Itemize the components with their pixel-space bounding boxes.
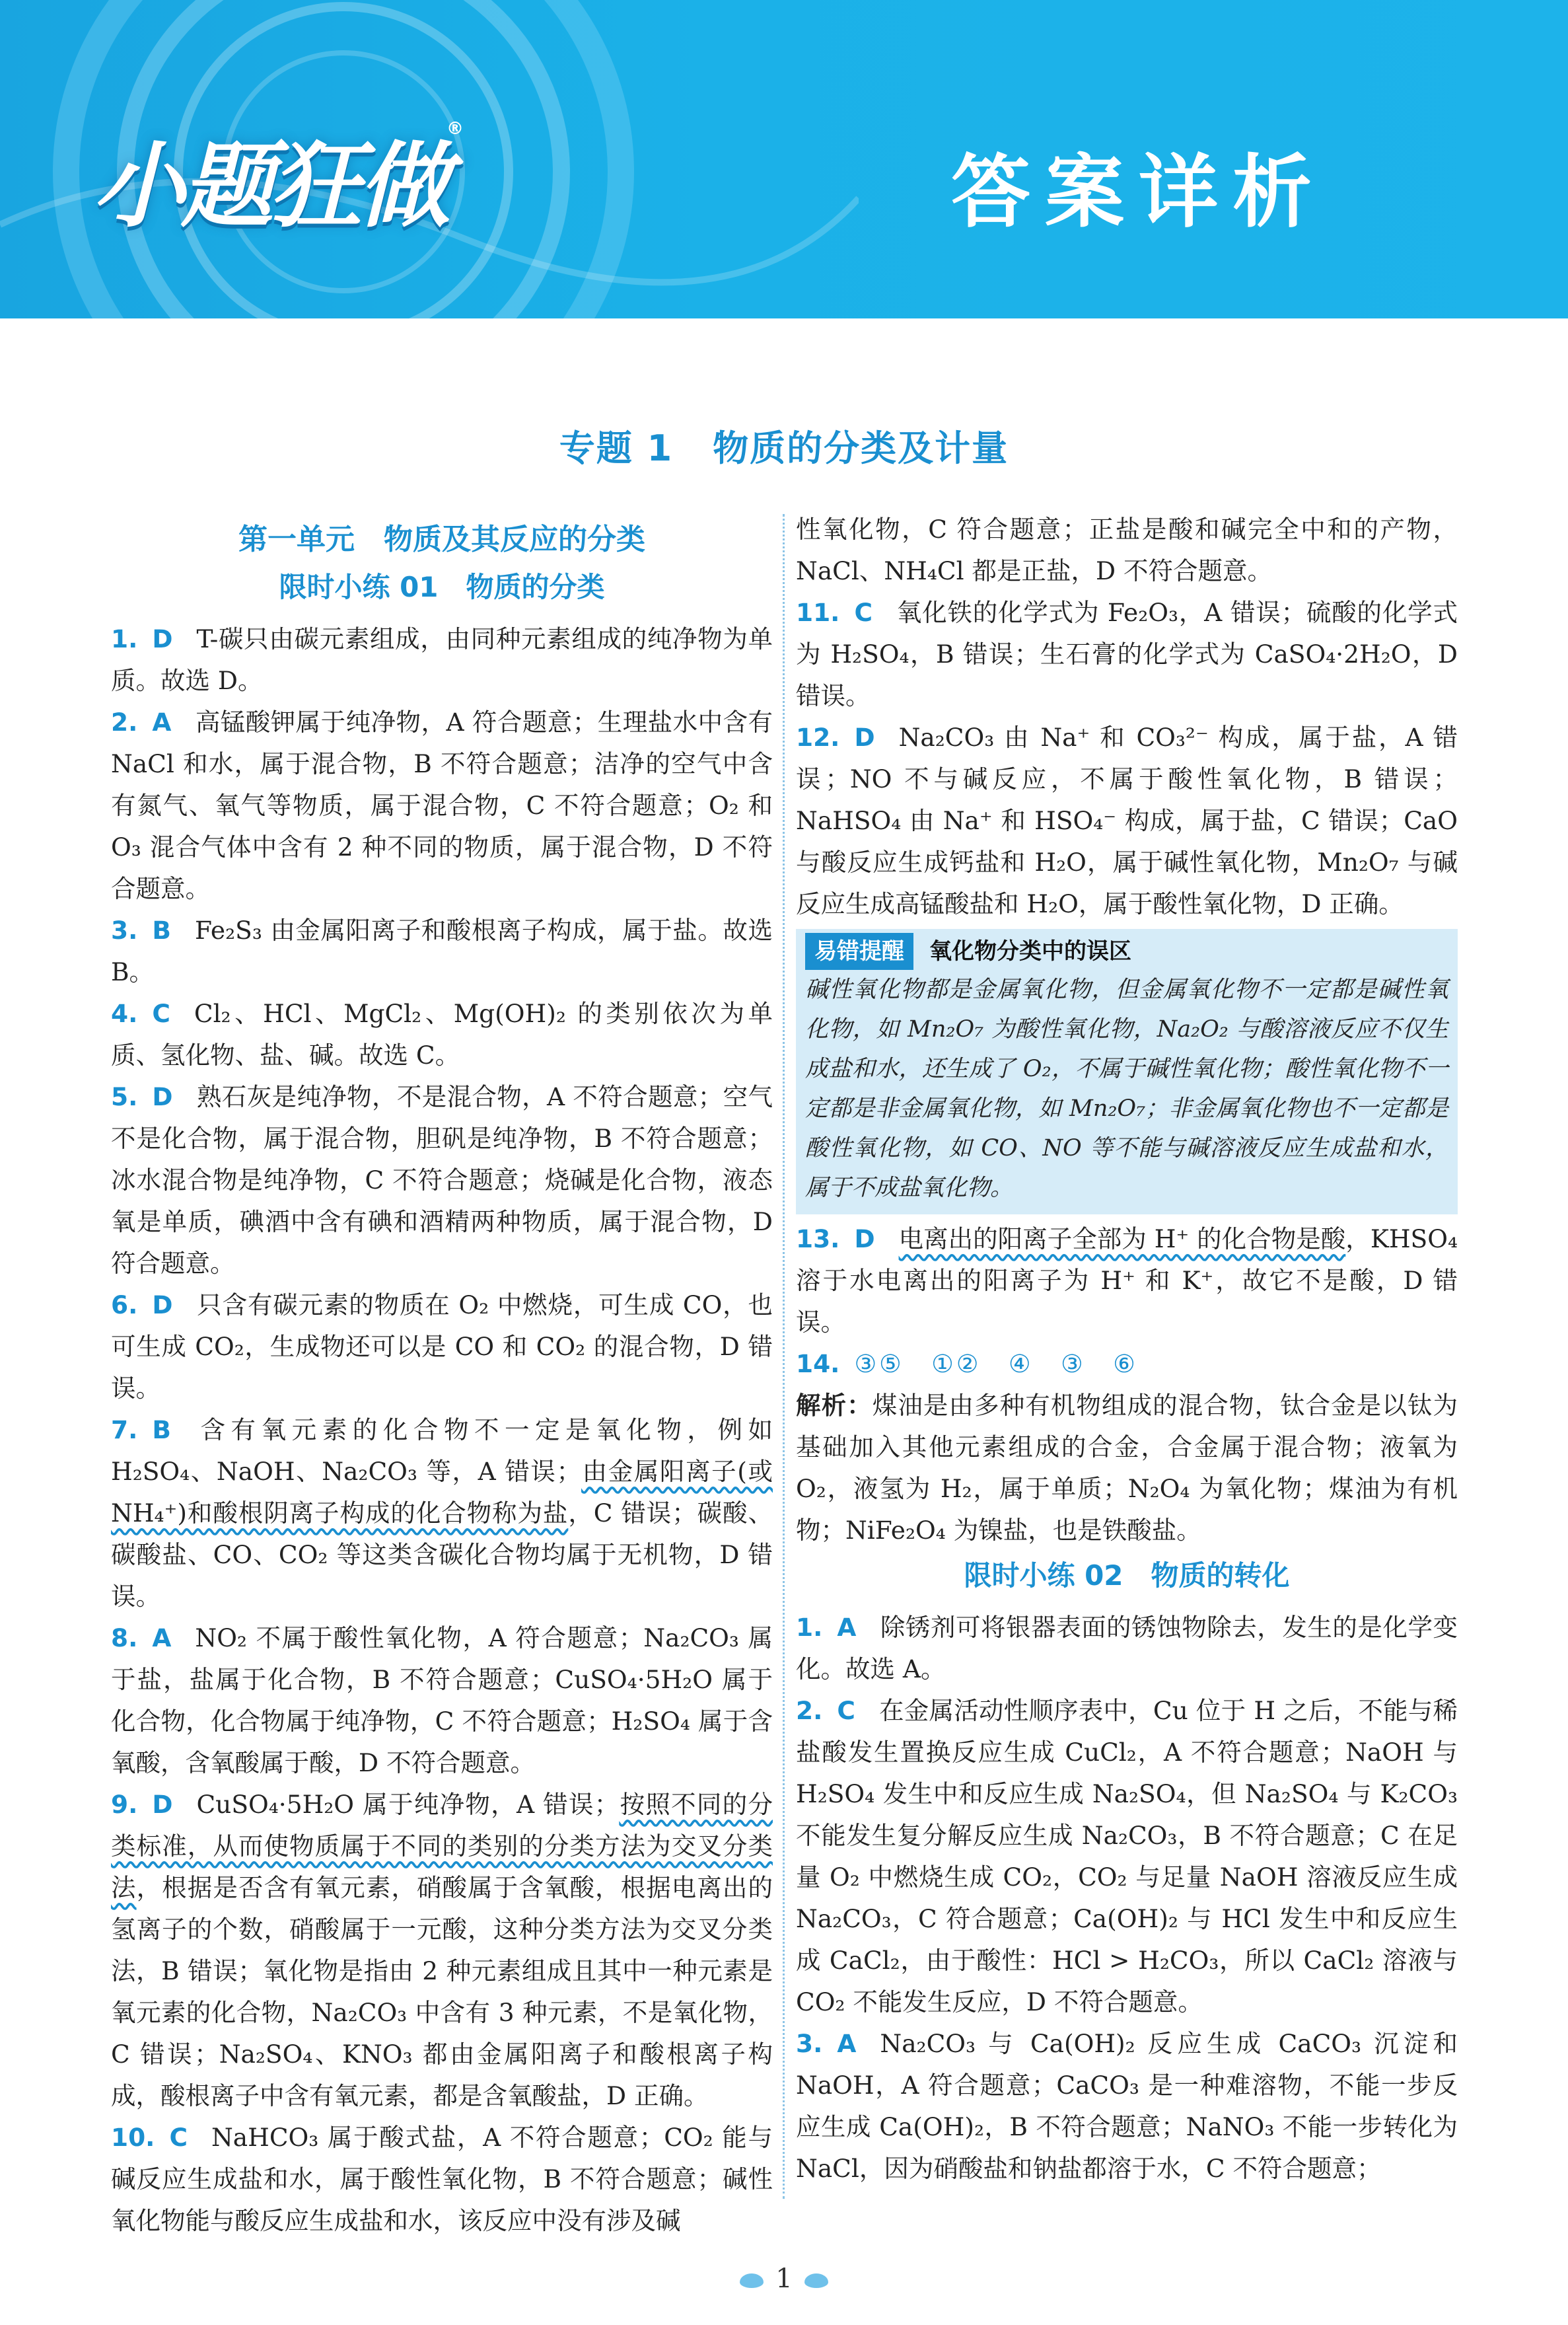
- answer-item: 14. ③⑤ ①② ④ ③ ⑥: [796, 1349, 1138, 1378]
- key-point-underline: 电离出的阳离子全部为 H⁺ 的化合物是酸: [898, 1224, 1346, 1253]
- answer-item: 10. C NaHCO₃ 属于酸式盐，A 不符合题意；CO₂ 能与碱反应生成盐和水，属于酸性氧化物，B 不符合题意；碱性氧化物能与酸反应生成盐和水，该反应中没有涉及碱: [111, 2123, 773, 2235]
- answer-item: 12. D Na₂CO₃ 由 Na⁺ 和 CO₃²⁻ 构成，属于盐，A 错误；NO 不与碱反应，不属于酸性氧化物，B 错误；NaHSO₄ 由 Na⁺ 和 HSO₄⁻ 构成，属于盐，C 错误；CaO 与酸反应生成钙盐和 H₂O，属于碱性氧化物，Mn₂O₇ 与碱反应生成高锰酸盐和 H₂O，属于酸性氧化物，D 正确。: [796, 723, 1458, 918]
- error-tip-box: [796, 929, 1458, 1214]
- leaf-icon: [740, 2273, 764, 2288]
- section-title: 限时小练 01 物质的分类: [279, 571, 605, 603]
- right-column: [796, 509, 1458, 2190]
- answer-item: 11. C 氧化铁的化学式为 Fe₂O₃，A 错误；硫酸的化学式为 H₂SO₄，B 错误；生石膏的化学式为 CaSO₄·2H₂O，D 错误。: [796, 598, 1458, 710]
- unit-title: 第一单元 物质及其反应的分类: [238, 523, 645, 556]
- leaf-icon: [804, 2273, 828, 2288]
- chapter-heading: [0, 420, 1568, 471]
- answer-item: 2. A 高锰酸钾属于纯净物，A 符合题意；生理盐水中含有 NaCl 和水，属于混合物，B 不符合题意；洁净的空气中含有氮气、氧气等物质，属于混合物，C 不符合题意；O₂ 和 O₃ 混合气体中含有 2 种不同的物质，属于混合物，D 不符合题意。: [111, 708, 773, 903]
- answer-item: 4. C Cl₂、HCl、MgCl₂、Mg(OH)₂ 的类别依次为单质、氢化物、盐、碱。故选 C。: [111, 999, 773, 1070]
- analysis: 解析：煤油是由多种有机物组成的混合物，钛合金是以钛为基础加入其他元素组成的合金，合金属于混合物；液氧为 O₂，液氢为 H₂，属于单质；N₂O₄ 为氧化物；煤油为有机物；NiFe₂O₄ 为镍盐，也是铁酸盐。: [796, 1391, 1458, 1545]
- answer-item: 3. A Na₂CO₃ 与 Ca(OH)₂ 反应生成 CaCO₃ 沉淀和 NaOH，A 符合题意；CaCO₃ 是一种难溶物，不能一步反应生成 Ca(OH)₂，B 不符合题意；NaNO₃ 不能一步转化为 NaCl，因为硝酸盐和钠盐都溶于水，C 不符合题意；: [796, 2029, 1458, 2183]
- section-title: 限时小练 02 物质的转化: [964, 1559, 1290, 1592]
- key-point-underline: 按照不同的分类标准，从而使物质属于不同的类别的分类方法为交叉分类法: [111, 1790, 773, 1902]
- key-point-underline: 由金属阳离子(或 NH₄⁺)和酸根阴离子构成的化合物称为盐: [111, 1457, 773, 1528]
- answer-item: 6. D 只含有碳元素的物质在 O₂ 中燃烧，可生成 CO，也可生成 CO₂，生成物还可以是 CO 和 CO₂ 的混合物，D 错误。: [111, 1290, 773, 1403]
- page-number: 1: [0, 2264, 1568, 2294]
- answer-item: 9. D CuSO₄·5H₂O 属于纯净物，A 错误；按照不同的分类标准，从而使物质属于不同的类别的分类方法为交叉分类法，根据是否含有氧元素，硝酸属于含氧酸，根据电离出的氢离子的个数，硝酸属于一元酸，这种分类方法为交叉分类法，B 错误；氧化物是指由 2 种元素组成且其中一种元素是氧元素的化合物，Na₂CO₃ 中含有 3 种元素，不是氧化物，C 错误；Na₂SO₄、KNO₃ 都由金属阳离子和酸根离子构成，酸根离子中含有氧元素，都是含氧酸盐，D 正确。: [111, 1790, 773, 2110]
- answer-continuation: 性氧化物，C 符合题意；正盐是酸和碱完全中和的产物，NaCl、NH₄Cl 都是正盐，D 不符合题意。: [796, 515, 1458, 585]
- answer-item: 5. D 熟石灰是纯净物，不是混合物，A 不符合题意；空气不是化合物，属于混合物，胆矾是纯净物，B 不符合题意；冰水混合物是纯净物，C 不符合题意；烧碱是化合物，液态氧是单质，碘酒中含有碘和酒精两种物质，属于混合物，D 符合题意。: [111, 1082, 773, 1278]
- tip-title: 氧化物分类中的误区: [929, 938, 1131, 965]
- answer-item: 13. D 电离出的阳离子全部为 H⁺ 的化合物是酸，KHSO₄ 溶于水电离出的阳离子为 H⁺ 和 K⁺，故它不是酸，D 错误。: [796, 1224, 1458, 1337]
- tip-label: 易错提醒: [805, 933, 913, 970]
- answer-item: 3. B Fe₂S₃ 由金属阳离子和酸根离子构成，属于盐。故选 B。: [111, 916, 773, 986]
- chapter-label: 专题 1: [559, 427, 674, 469]
- answer-item: 1. D T-碳只由碳元素组成，由同种元素组成的纯净物为单质。故选 D。: [111, 624, 773, 695]
- answer-item: 7. B 含有氧元素的化合物不一定是氧化物，例如 H₂SO₄、NaOH、Na₂CO₃ 等，A 错误；由金属阳离子(或 NH₄⁺)和酸根阴离子构成的化合物称为盐，C 错误；碳酸、碳酸盐、CO、CO₂ 等这类含碳化合物均属于无机物，D 错误。: [111, 1415, 773, 1611]
- tip-body: 碱性氧化物都是金属氧化物，但金属氧化物不一定都是碱性氧化物，如 Mn₂O₇ 为酸性氧化物，Na₂O₂ 与酸溶液反应不仅生成盐和水，还生成了 O₂，不属于碱性氧化物；酸性氧化物不一定都是非金属氧化物，如 Mn₂O₇；非金属氧化物也不一定都是酸性氧化物，如 CO、NO 等不能与碱溶液反应生成盐和水，属于不成盐氧化物。: [805, 977, 1448, 1201]
- chapter-title: 物质的分类及计量: [713, 427, 1009, 469]
- header-banner: [0, 0, 1568, 318]
- column-divider: [783, 514, 785, 2199]
- answer-item: 1. A 除锈剂可将银器表面的锈蚀物除去，发生的是化学变化。故选 A。: [796, 1613, 1458, 1683]
- left-column: [111, 509, 773, 2242]
- answer-item: 8. A NO₂ 不属于酸性氧化物，A 符合题意；Na₂CO₃ 属于盐，盐属于化合物，B 不符合题意；CuSO₄·5H₂O 属于化合物，化合物属于纯净物，C 不符合题意；H₂SO₄ 属于含氧酸，含氧酸属于酸，D 不符合题意。: [111, 1623, 773, 1777]
- banner-title: 答案详析: [951, 147, 1326, 239]
- answer-item: 2. C 在金属活动性顺序表中，Cu 位于 H 之后，不能与稀盐酸发生置换反应生成 CuCl₂，A 不符合题意；NaOH 与 H₂SO₄ 发生中和反应生成 Na₂SO₄，但 Na₂SO₄ 与 K₂CO₃ 不能发生复分解反应生成 Na₂CO₃，B 不符合题意；C 在足量 O₂ 中燃烧生成 CO₂，CO₂ 与足量 NaOH 溶液反应生成 Na₂CO₃，C 符合题意；Ca(OH)₂ 与 HCl 发生中和反应生成 CaCl₂，由于酸性：HCl > H₂CO₃，所以 CaCl₂ 溶液与 CO₂ 不能发生反应，D 不符合题意。: [796, 1696, 1458, 2016]
- logo: 小题狂做®: [92, 119, 464, 240]
